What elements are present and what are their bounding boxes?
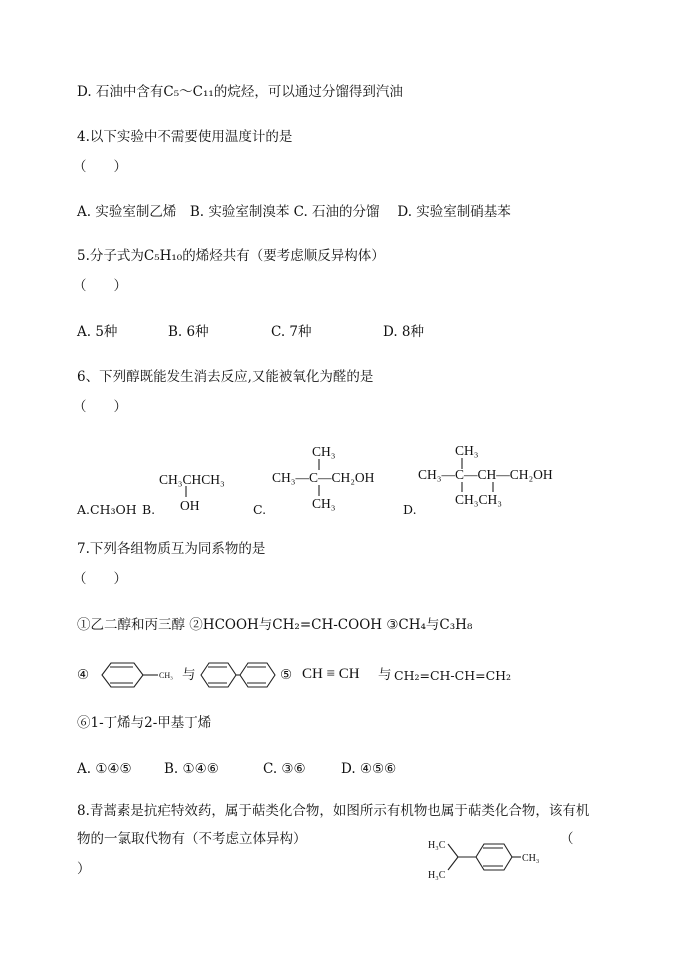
q6-option-b: B.	[142, 502, 156, 517]
p-cymene-methyl-right: CH₃	[522, 853, 540, 864]
q5-option-c: C. 7种	[271, 324, 312, 340]
q5-option-b: B. 6种	[168, 324, 209, 340]
q7-yu-1: 与	[182, 667, 196, 683]
q7-item5-number: ⑤	[280, 667, 293, 683]
q7-acetylene: CH ≡ CH	[302, 666, 360, 682]
q6-d-bottom-methyls: CH₃CH₃	[455, 492, 502, 507]
q3-option-d: D. 石油中含有C₅～C₁₁的烷烃，可以通过分馏得到汽油	[77, 84, 403, 100]
q6-option-c: C.	[253, 502, 267, 517]
q5-answer-paren: （ ）	[73, 278, 127, 294]
q8-stem-line2: 物的一氯取代物有（不考虑立体异构）	[77, 831, 307, 847]
q7-option-b: B. ①④⑥	[164, 761, 219, 777]
toluene-methyl-label: CH₃	[159, 671, 173, 680]
q5-option-d: D. 8种	[383, 324, 425, 340]
q7-yu-2: 与	[378, 667, 392, 683]
q5-stem: 5.分子式为C₅H₁₀的烯烃共有（要考虑顺反异构体）	[77, 248, 385, 264]
q6-d-top-methyl: CH₃	[455, 443, 479, 458]
q4-stem: 4.以下实验中不需要使用温度计的是	[77, 129, 293, 145]
q6-b-main-chain: CH₃CHCH₃	[159, 472, 225, 487]
q4-options: A. 实验室制乙烯 B. 实验室制溴苯 C. 石油的分馏 D. 实验室制硝基苯	[77, 204, 511, 220]
q4-answer-paren: （ ）	[73, 159, 127, 175]
q6-c-bottom-methyl: CH₃	[312, 496, 336, 511]
q7-butadiene: CH₂=CH-CH=CH₂	[394, 668, 512, 683]
q5-option-a: A. 5种	[77, 324, 118, 340]
q7-stem: 7.下列各组物质互为同系物的是	[77, 541, 266, 557]
q6-answer-paren: （ ）	[73, 399, 127, 415]
q7-option-d: D. ④⑤⑥	[341, 761, 397, 777]
q6-option-d: D.	[403, 502, 417, 517]
q8-paren-open: （	[560, 831, 574, 847]
q8-stem-line1: 8.青蒿素是抗疟特效药，属于萜类化合物，如图所示有机物也属于萜类化合物，该有机	[77, 803, 590, 819]
q6-option-a: A.CH₃OH	[77, 502, 137, 517]
p-cymene-structure-icon	[428, 834, 556, 884]
q7-answer-paren: （ ）	[73, 571, 127, 587]
q6-c-main-chain: CH₃—C—CH₂OH	[272, 470, 375, 485]
q7-items-line1: ①乙二醇和丙三醇 ②HCOOH与CH₂=CH-COOH ③CH₄与C₃H₈	[77, 617, 473, 633]
q7-option-a: A. ①④⑤	[77, 761, 132, 777]
toluene-structure-icon	[96, 658, 180, 694]
q7-option-c: C. ③⑥	[263, 761, 306, 777]
p-cymene-methyl-bottomleft: H₃C	[428, 870, 446, 881]
biphenyl-structure-icon	[197, 658, 279, 694]
q7-items-line3: ⑥1-丁烯与2-甲基丁烯	[77, 715, 212, 731]
q7-item4-number: ④	[77, 667, 90, 683]
p-cymene-methyl-topleft: H₃C	[428, 840, 446, 851]
q6-b-oh: OH	[180, 498, 200, 513]
q6-stem: 6、下列醇既能发生消去反应,又能被氧化为醛的是	[77, 369, 374, 385]
q8-paren-close: ）	[77, 861, 91, 877]
q6-c-top-methyl: CH₃	[312, 444, 336, 459]
q6-d-main-chain: CH₃—C—CH—CH₂OH	[418, 467, 553, 482]
